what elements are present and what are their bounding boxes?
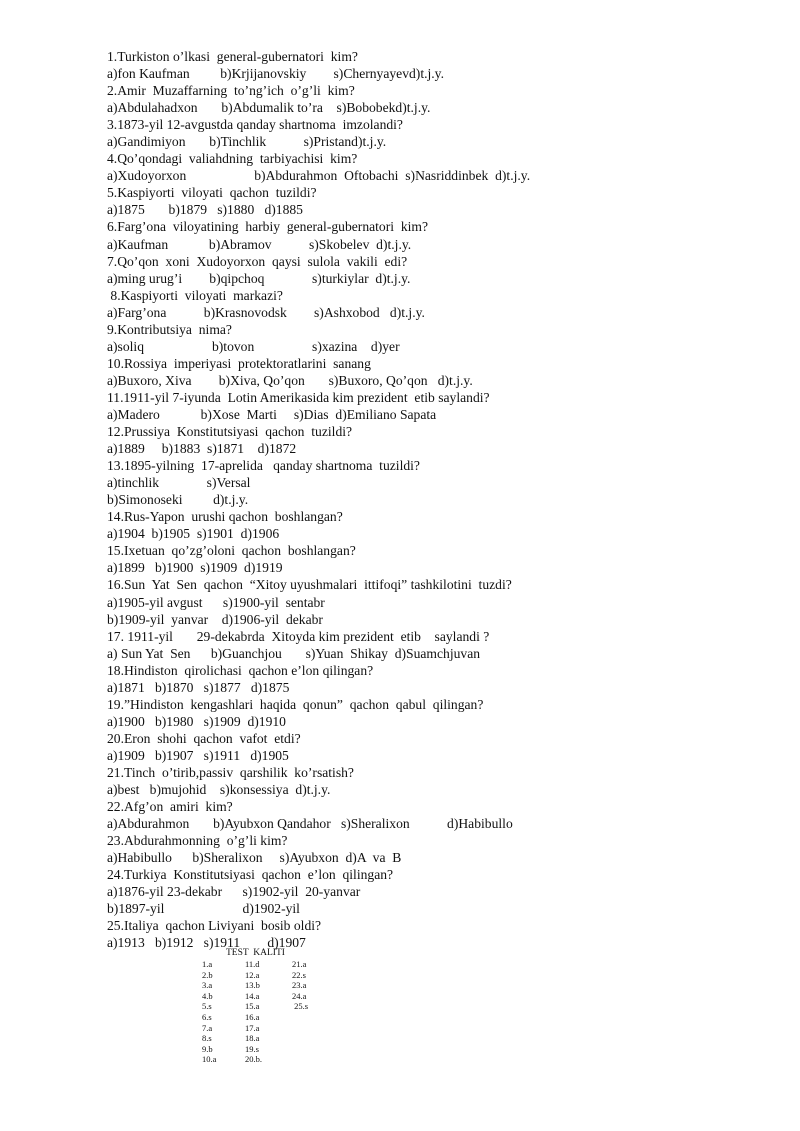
question-line: 15.Ixetuan qo’zg’oloni qachon boshlangan? (107, 543, 356, 559)
answer-options-line: a)Buxoro, Xiva b)Xiva, Qo’qon s)Buxoro, Qo’qon d)t.j.y. (107, 372, 473, 388)
question-line: 1.Turkiston o’lkasi general-gubernatori kim? (107, 49, 358, 64)
question-line: 22.Afg’on amiri kim? (107, 799, 233, 815)
question-line: 3.1873-yil 12-avgustda qanday shartnoma imzolandi? (107, 117, 403, 133)
answer-key-row (202, 980, 402, 991)
answer-key-cell: 10.a (202, 1054, 217, 1065)
answer-options-line: a)tinchlik s)Versal (107, 475, 251, 491)
question-line: 12.Prussiya Konstitutsiyasi qachon tuzildi? (107, 424, 353, 440)
answer-key-cell: 20.b. (245, 1054, 262, 1065)
answer-key-rows (202, 959, 402, 1065)
answer-key-cell: 8.s (202, 1033, 212, 1044)
question-line: 25.Italiya qachon Liviyani bosib oldi? (107, 918, 322, 934)
answer-key-cell: 1.a (202, 959, 213, 969)
answer-options-line: a)1871 b)1870 s)1877 d)1875 (107, 679, 290, 695)
answer-options-line: a)best b)mujohid s)konsessiya d)t.j.y. (107, 782, 331, 798)
answer-key-row (202, 959, 402, 970)
answer-key-cell: 24.a (292, 990, 307, 1001)
question-line: 6.Farg’ona viloyatining harbiy general-gubernatori kim? (107, 219, 428, 235)
answer-options-line: a)Abdurahmon b)Ayubxon Qandahor s)Sheralixon d)Habibullo (107, 816, 513, 832)
answer-options-line: a)Farg’ona b)Krasnovodsk s)Ashxobod d)t.j.y. (107, 304, 425, 320)
answer-options-line: a) Sun Yat Sen b)Guanchjou s)Yuan Shikay d)Suamchjuvan (107, 645, 481, 661)
answer-options-line: a)1876-yil 23-dekabr s)1902-yil 20-yanvar (107, 884, 361, 900)
answer-key-cell: 14.a (245, 990, 260, 1001)
answer-key-row (202, 991, 402, 1002)
answer-options-line: a)1905-yil avgust s)1900-yil sentabr (107, 594, 325, 610)
answer-key-cell: 22.s (292, 969, 306, 980)
answer-key-row (202, 970, 402, 981)
answer-key-cell: 21.a (292, 959, 307, 969)
answer-options-line: a)Kaufman b)Abramov s)Skobelev d)t.j.y. (107, 236, 412, 252)
answer-key-cell: 4.b (202, 990, 213, 1001)
answer-options-line: a)Abdulahadxon b)Abdumalik to’ra s)Bobobekd)t.j.y. (107, 100, 431, 116)
answer-options-line: a)1889 b)1883 s)1871 d)1872 (107, 441, 297, 457)
answer-options-line: a)1909 b)1907 s)1911 d)1905 (107, 747, 289, 763)
question-line: 2.Amir Muzaffarning to’ng’ich o’g’li kim? (107, 83, 355, 99)
question-line: 5.Kaspiyorti viloyati qachon tuzildi? (107, 185, 317, 201)
answer-key-cell: 19.s (245, 1043, 259, 1054)
answer-key-cell: 2.b (202, 969, 213, 980)
answer-key-row (202, 1044, 402, 1055)
question-line: 11.1911-yil 7-iyunda Lotin Amerikasida kim prezident etib saylandi? (107, 389, 490, 405)
answer-key-row (202, 1054, 402, 1065)
answer-options-line: b)1897-yil d)1902-yil (107, 901, 300, 917)
answer-key-cell: 16.a (245, 1011, 260, 1022)
question-line: 16.Sun Yat Sen qachon “Xitoy uyushmalari ittifoqi” tashkilotini tuzdi? (107, 577, 512, 593)
answer-key-cell: 7.a (202, 1022, 213, 1033)
question-line: 7.Qo’qon xoni Xudoyorxon qaysi sulola vakili edi? (107, 253, 408, 269)
question-line: 17. 1911-yil 29-dekabrda Xitoyda kim prezident etib saylandi ? (107, 628, 490, 644)
question-line: 14.Rus-Yapon urushi qachon boshlangan? (107, 509, 343, 525)
answer-key-cell: 18.a (245, 1033, 260, 1044)
answer-key-row (202, 1033, 402, 1044)
answer-options-line: a)Madero b)Xose Marti s)Dias d)Emiliano Sapata (107, 406, 437, 422)
question-line: 24.Turkiya Konstitutsiyasi qachon e’lon qilingan? (107, 867, 394, 883)
question-line: 4.Qo’qondagi valiahdning tarbiyachisi kim? (107, 151, 358, 167)
answer-options-line: b)1909-yil yanvar d)1906-yil dekabr (107, 611, 323, 627)
answer-key-cell: 11.d (245, 959, 260, 969)
answer-options-line: a)fon Kaufman b)Krjijanovskiy s)Chernyayevd)t.j.y. (107, 66, 444, 82)
question-line: 13.1895-yilning 17-aprelida qanday shartnoma tuzildi? (107, 458, 420, 474)
answer-options-line: a)ming urug’i b)qipchoq s)turkiylar d)t.j.y. (107, 270, 411, 286)
answer-key-cell: 17.a (245, 1022, 260, 1033)
answer-options-line: a)1875 b)1879 s)1880 d)1885 (107, 202, 303, 218)
answer-key-cell: 13.b (245, 980, 260, 991)
answer-key-cell: 5.s (202, 1001, 212, 1012)
test-questions (107, 48, 767, 951)
question-line: 19.”Hindiston kengashlari haqida qonun” qachon qabul qilingan? (107, 696, 484, 712)
answer-options-line: a)Xudoyorxon b)Abdurahmon Oftobachi s)Nasriddinbek d)t.j.y. (107, 168, 531, 184)
question-line: 18.Hindiston qirolichasi qachon e’lon qilingan? (107, 662, 374, 678)
answer-key-cell: 25.s (292, 1001, 309, 1012)
answer-options-line: a)1913 b)1912 s)1911 d)1907 (107, 935, 306, 951)
answer-options-line: a)Habibullo b)Sheralixon s)Ayubxon d)A va B (107, 850, 402, 866)
answer-options-line: a)1904 b)1905 s)1901 d)1906 (107, 526, 280, 542)
answer-key-title: TEST KALITI (226, 948, 285, 958)
answer-key-cell: 15.a (245, 1001, 260, 1012)
answer-key-cell: 6.s (202, 1011, 212, 1022)
answer-key-cell: 23.a (292, 980, 307, 991)
answer-key-cell: 3.a (202, 980, 213, 991)
question-line: 20.Eron shohi qachon vafot etdi? (107, 730, 301, 746)
answer-options-line: a)1899 b)1900 s)1909 d)1919 (107, 560, 283, 576)
answer-options-line: a)1900 b)1980 s)1909 d)1910 (107, 713, 286, 729)
answer-key-row (202, 1012, 402, 1023)
answer-options-line: a)soliq b)tovon s)xazina d)yer (107, 338, 400, 354)
question-line: 9.Kontributsiya nima? (107, 321, 232, 337)
answer-options-line: b)Simonoseki d)t.j.y. (107, 492, 249, 508)
question-line: 21.Tinch o’tirib,passiv qarshilik ko’rsatish? (107, 764, 354, 780)
answer-key (202, 948, 402, 1065)
question-line: 10.Rossiya imperiyasi protektoratlarini sanang (107, 355, 371, 371)
question-line: 23.Abdurahmonning o’g’li kim? (107, 833, 288, 849)
question-line: 8.Kaspiyorti viloyati markazi? (107, 287, 283, 303)
answer-key-cell: 12.a (245, 969, 260, 980)
answer-options-line: a)Gandimiyon b)Tinchlik s)Pristand)t.j.y. (107, 134, 387, 150)
answer-key-row (202, 1023, 402, 1034)
answer-key-cell: 9.b (202, 1043, 213, 1054)
answer-key-row (202, 1001, 402, 1012)
